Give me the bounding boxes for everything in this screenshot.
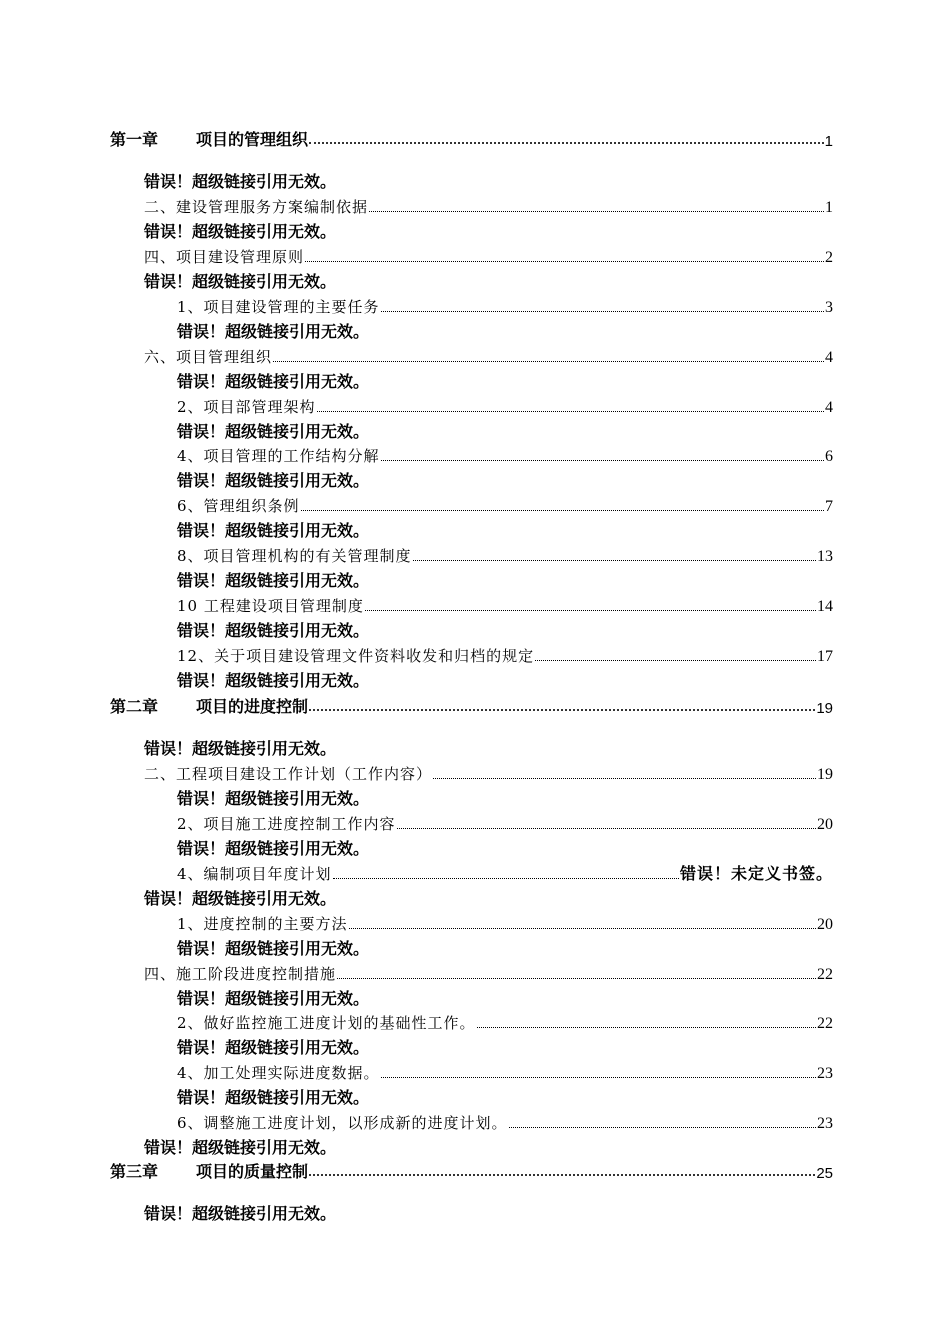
chapter-title: 项目的进度控制 [196,699,309,716]
page-number: 6 [825,448,833,466]
dot-leader [365,610,816,611]
toc-entry-row[interactable] [144,241,833,267]
toc-entry-row[interactable] [177,590,833,616]
hyperlink-error-text: 错误！超级链接引用无效。 [177,673,370,690]
chapter-number: 第三章 [110,1164,159,1181]
dot-leader [309,709,815,711]
toc-entry-row[interactable] [177,440,833,466]
toc-error-row [144,266,336,292]
dot-leader [309,1174,815,1176]
toc-error-row [144,1198,336,1224]
toc-error-row [177,783,369,809]
dot-leader [369,211,824,212]
dot-leader [381,1077,816,1078]
dot-leader [381,311,824,312]
entry-title: 8、项目管理机构的有关管理制度 [177,547,412,566]
toc-error-row [177,983,369,1009]
dot-leader [333,878,679,879]
page-number: 23 [817,1065,833,1083]
hyperlink-error-text: 错误！超级链接引用无效。 [144,273,337,291]
page-number: 23 [817,1115,833,1133]
toc-error-row [177,515,369,541]
dot-leader [301,510,824,511]
toc-chapter-row[interactable] [110,691,833,717]
dot-leader [433,778,816,779]
chapter-title: 项目的管理组织 [196,132,309,149]
dot-leader [477,1027,816,1028]
entry-title: 4、项目管理的工作结构分解 [177,447,380,466]
toc-entry-row[interactable] [144,341,833,367]
page-number: 4 [825,398,833,416]
entry-title: 2、做好监控施工进度计划的基础性工作。 [177,1014,476,1033]
dot-leader [349,928,816,929]
hyperlink-error-text: 错误！超级链接引用无效。 [144,1206,337,1223]
toc-entry-row[interactable] [177,640,833,666]
bookmark-error: 错误！未定义书签。 [679,865,833,883]
dot-leader [273,361,824,362]
entry-title: 六、项目管理组织 [144,347,273,366]
dot-leader [317,411,824,412]
toc-entry-row[interactable] [177,291,833,317]
page-number: 7 [825,498,833,516]
toc-error-row [144,883,336,909]
hyperlink-error-text: 错误！超级链接引用无效。 [144,890,337,908]
toc-error-row [177,366,369,392]
entry-title: 6、调整施工进度计划，以形成新的进度计划。 [177,1114,508,1133]
dot-leader [413,560,816,561]
toc-chapter-row[interactable] [110,124,833,150]
toc-entry-row[interactable] [177,908,833,934]
entry-title: 四、施工阶段进度控制措施 [144,964,337,983]
entry-title: 10 工程建设项目管理制度 [177,597,364,616]
page-number: 2 [825,248,833,266]
page-number: 3 [825,298,833,316]
hyperlink-error-text: 错误！超级链接引用无效。 [177,623,370,641]
toc-error-row [144,733,336,759]
toc-chapter-row[interactable] [110,1156,833,1182]
page-number: 4 [825,348,833,366]
hyperlink-error-text: 错误！超级链接引用无效。 [177,940,370,958]
toc-error-row [177,1032,369,1058]
toc-error-row [177,933,369,959]
toc-error-row [177,615,369,641]
hyperlink-error-text: 错误！超级链接引用无效。 [144,1140,337,1158]
hyperlink-error-text: 错误！超级链接引用无效。 [177,1090,370,1108]
chapter-heading [110,1159,308,1182]
entry-title: 四、项目建设管理原则 [144,247,305,266]
dot-leader [305,261,824,262]
entry-title: 4、编制项目年度计划 [177,864,332,883]
hyperlink-error-text: 错误！超级链接引用无效。 [177,523,370,541]
hyperlink-error-text: 错误！超级链接引用无效。 [177,990,370,1008]
toc-error-row [177,565,369,591]
page-number: 1 [825,198,833,216]
toc-error-row [144,1132,336,1158]
toc-entry-row[interactable] [144,758,833,784]
hyperlink-error-text: 错误！超级链接引用无效。 [144,223,337,241]
toc-entry-row[interactable] [177,1057,833,1083]
hyperlink-error-text: 错误！超级链接引用无效。 [177,1040,370,1058]
page-number: 17 [817,648,833,666]
hyperlink-error-text: 错误！超级链接引用无效。 [144,174,337,191]
toc-error-row [177,833,369,859]
hyperlink-error-text: 错误！超级链接引用无效。 [177,840,370,858]
toc-error-row [177,665,369,691]
toc-entry-row[interactable] [177,858,833,884]
toc-entry-row[interactable] [177,1107,833,1133]
hyperlink-error-text: 错误！超级链接引用无效。 [177,323,370,341]
hyperlink-error-text: 错误！超级链接引用无效。 [177,423,370,441]
hyperlink-error-text: 错误！超级链接引用无效。 [144,741,337,758]
toc-entry-row[interactable] [177,808,833,834]
entry-title: 二、建设管理服务方案编制依据 [144,197,369,216]
page-number: 19 [816,700,833,717]
entry-title: 12、关于项目建设管理文件资料收发和归档的规定 [177,647,535,666]
page-number: 13 [817,548,833,566]
toc-entry-row[interactable] [177,540,833,566]
toc-entry-row[interactable] [144,958,833,984]
toc-entry-row[interactable] [177,490,833,516]
page-number: 25 [816,1165,833,1182]
page-number: 1 [824,133,833,150]
dot-leader [535,660,816,661]
hyperlink-error-text: 错误！超级链接引用无效。 [177,373,370,391]
entry-title: 4、加工处理实际进度数据。 [177,1064,380,1083]
page-number: 14 [817,598,833,616]
dot-leader [337,978,816,979]
hyperlink-error-text: 错误！超级链接引用无效。 [177,790,370,808]
dot-leader [509,1127,816,1128]
page-number: 22 [817,1015,833,1033]
toc-error-row [144,216,336,242]
entry-title: 1、项目建设管理的主要任务 [177,297,380,316]
hyperlink-error-text: 错误！超级链接引用无效。 [177,473,370,491]
entry-title: 2、项目施工进度控制工作内容 [177,814,396,833]
chapter-number: 第二章 [110,699,159,716]
chapter-heading [110,127,308,150]
entry-title: 1、进度控制的主要方法 [177,914,348,933]
toc-error-row [177,1082,369,1108]
toc-error-row [177,465,369,491]
toc-entry-row[interactable] [144,191,833,217]
entry-title: 二、工程项目建设工作计划（工作内容） [144,764,433,783]
dot-leader [397,828,816,829]
chapter-number: 第一章 [110,132,159,149]
toc-error-row [177,316,369,342]
entry-title: 2、项目部管理架构 [177,397,316,416]
hyperlink-error-text: 错误！超级链接引用无效。 [177,573,370,591]
dot-leader [309,142,824,144]
page-number: 20 [817,915,833,933]
toc-entry-row[interactable] [177,1007,833,1033]
toc-entry-row[interactable] [177,391,833,417]
toc-error-row [177,416,369,442]
page-number: 22 [817,965,833,983]
entry-title: 6、管理组织条例 [177,497,300,516]
chapter-heading [110,694,308,717]
page-number: 19 [817,765,833,783]
dot-leader [381,460,824,461]
toc-error-row [144,166,336,192]
page-number: 20 [817,815,833,833]
chapter-title: 项目的质量控制 [196,1164,309,1181]
